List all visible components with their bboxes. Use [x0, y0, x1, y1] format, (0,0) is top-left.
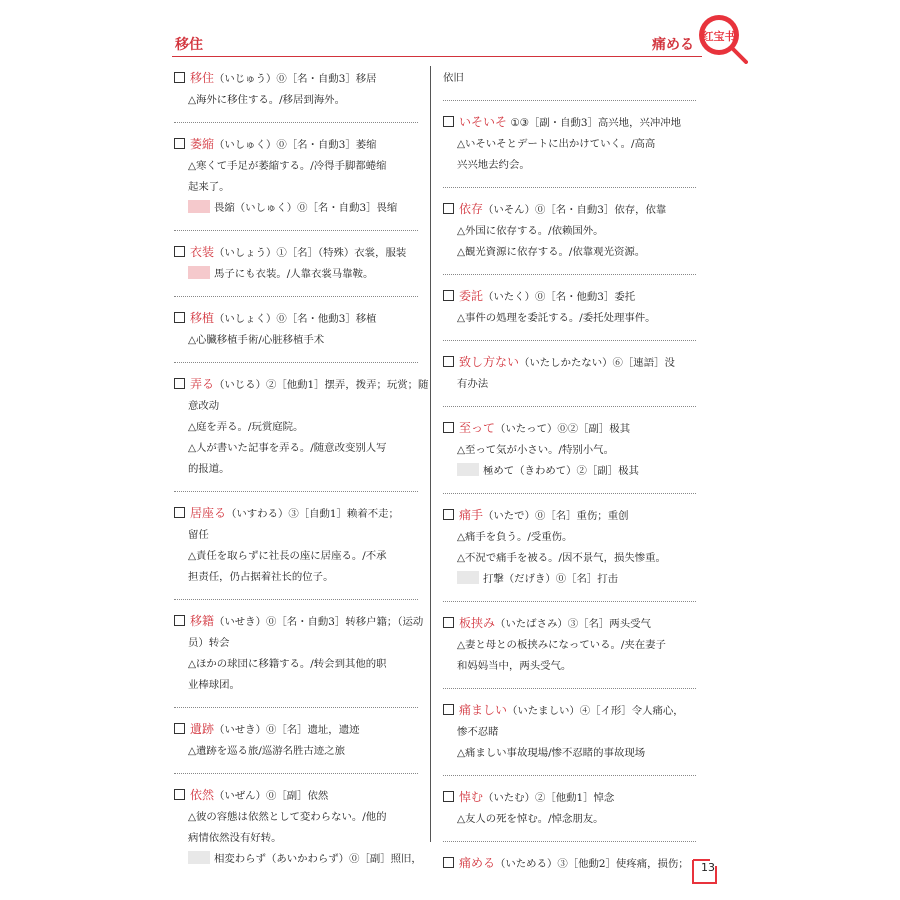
- vocab-entry: [443, 68, 696, 89]
- example-line: 極めて（きわめて）②［副］极其: [443, 461, 696, 482]
- dotted-divider: [443, 493, 696, 494]
- right-column: [443, 68, 696, 875]
- example-line: △外国に依存する。/依赖国外。: [457, 225, 604, 237]
- dotted-divider: [443, 775, 696, 776]
- example-line: 和妈妈当中，两头受气。: [457, 660, 572, 672]
- entry-headline: [443, 418, 696, 440]
- headword-detail: （いそん）⓪［名・自動3］依存，依靠: [483, 204, 667, 216]
- checkbox-icon[interactable]: [443, 509, 454, 520]
- headword-detail: （いぜん）⓪［副］依然: [214, 790, 329, 802]
- checkbox-icon[interactable]: [443, 791, 454, 802]
- headword: 痛手: [459, 508, 484, 522]
- example-line: 相変わらず（あいかわらず）⓪［副］照旧，: [174, 849, 418, 870]
- dotted-divider: [443, 100, 696, 101]
- header-rule: [172, 56, 702, 57]
- vocab-entry: [443, 787, 696, 830]
- checkbox-icon[interactable]: [174, 723, 185, 734]
- related-word-tag-icon: [457, 571, 479, 584]
- red-book-logo-icon: [694, 10, 748, 64]
- entry-headline: [174, 525, 418, 546]
- related-word-tag-icon: [188, 851, 210, 864]
- dotted-divider: [174, 491, 418, 492]
- entry-headline: [443, 199, 696, 221]
- dotted-divider: [174, 599, 418, 600]
- dotted-divider: [174, 122, 418, 123]
- checkbox-icon[interactable]: [443, 356, 454, 367]
- vocab-entry: [443, 700, 696, 764]
- checkbox-icon[interactable]: [174, 138, 185, 149]
- headword: 致し方ない: [459, 355, 520, 369]
- entry-headline: [443, 853, 696, 875]
- checkbox-icon[interactable]: [174, 615, 185, 626]
- headword: 委託: [459, 289, 484, 303]
- headword-detail: ①③［副・自動3］高兴地，兴冲冲地: [507, 117, 682, 129]
- example-line: △彼の容態は依然として変わらない。/他的: [188, 811, 387, 823]
- entry-headline: [443, 722, 696, 743]
- entry-headline: [174, 68, 418, 90]
- headword-detail: （いたましい）④［イ形］令人痛心，: [507, 705, 684, 717]
- dotted-divider: [174, 707, 418, 708]
- vocab-entry: [174, 242, 418, 285]
- dotted-divider: [174, 230, 418, 231]
- example-line: △心臓移植手術/心脏移植手术: [188, 334, 325, 346]
- entry-headline: [174, 374, 429, 396]
- headword: 移植: [190, 311, 215, 325]
- headword-detail: （いたばさみ）③［名］两头受气: [495, 618, 651, 630]
- example-line: 病情依然没有好转。: [188, 832, 282, 844]
- header-right-title: 痛める: [652, 37, 694, 53]
- headword: 弄る: [190, 377, 215, 391]
- example-line: 业棒球团。: [188, 679, 240, 691]
- entry-headline: [443, 286, 696, 308]
- checkbox-icon[interactable]: [174, 246, 185, 257]
- example-line: 的报道。: [188, 463, 230, 475]
- entry-headline: [174, 134, 418, 156]
- headword: 板挟み: [459, 616, 496, 630]
- example-line: △ほかの球団に移籍する。/转会到其他的职: [188, 658, 387, 670]
- entry-headline: [174, 719, 418, 741]
- dotted-divider: [443, 274, 696, 275]
- entry-headline: [174, 503, 418, 525]
- headword-detail: （いたって）⓪②［副］极其: [495, 423, 631, 435]
- column-divider: [430, 66, 431, 842]
- example-line: △庭を弄る。/玩赏庭院。: [188, 421, 304, 433]
- checkbox-icon[interactable]: [443, 704, 454, 715]
- example-line: △友人の死を悼む。/悼念朋友。: [457, 813, 604, 825]
- entry-headline: [443, 68, 696, 89]
- headword: 至って: [459, 421, 496, 435]
- example-line: △人が書いた記事を弄る。/随意改变别人写: [188, 442, 387, 454]
- example-line: △不況で痛手を被る。/因不景气，损失惨重。: [457, 552, 666, 564]
- proverb-tag-icon: [188, 266, 210, 279]
- dotted-divider: [443, 688, 696, 689]
- logo-text: 红宝书: [702, 30, 736, 43]
- entry-headline: [174, 611, 424, 633]
- entry-headline: [443, 700, 696, 722]
- headword: 移籍: [190, 614, 215, 628]
- vocab-entry: [443, 286, 696, 329]
- related-word-tag-icon: [188, 200, 210, 213]
- headword: 依存: [459, 202, 484, 216]
- vocab-entry: [443, 853, 696, 875]
- example-line: △妻と母との板挟みになっている。/夹在妻子: [457, 639, 666, 651]
- headword-detail: （いたしかたない）⑥［連語］没: [519, 357, 675, 369]
- dotted-divider: [174, 362, 418, 363]
- vocab-entry: [174, 308, 418, 351]
- example-line: 馬子にも衣装。/人靠衣裳马靠鞍。: [174, 264, 418, 285]
- example-line: 兴兴地去约会。: [457, 159, 530, 171]
- vocab-entry: [174, 68, 418, 111]
- example-line: △至って気が小さい。/特别小气。: [457, 444, 614, 456]
- entry-headline: [443, 374, 696, 395]
- headword: 衣装: [190, 245, 215, 259]
- headword-continuation: 惨不忍睹: [457, 726, 499, 738]
- entry-headline: [443, 505, 696, 527]
- example-line: 打撃（だげき）⓪［名］打击: [443, 569, 696, 590]
- checkbox-icon[interactable]: [174, 312, 185, 323]
- headword-detail: （いせき）⓪［名］遗址，遗迹: [214, 724, 360, 736]
- example-line: △事件の処理を委託する。/委托处理事件。: [457, 312, 656, 324]
- vocab-entry: [443, 352, 696, 395]
- checkbox-icon[interactable]: [443, 116, 454, 127]
- headword-detail: （いすわる）③［自動1］赖着不走；: [226, 508, 399, 520]
- dotted-divider: [443, 340, 696, 341]
- example-line: 担责任，仍占据着社长的位子。: [188, 571, 334, 583]
- headword-detail: （いしょく）⓪［名・他動3］移植: [214, 313, 377, 325]
- entry-headline: [174, 785, 418, 807]
- example-line: △痛手を負う。/受重伤。: [457, 531, 573, 543]
- dotted-divider: [174, 773, 418, 774]
- headword: 痛める: [459, 856, 496, 870]
- left-column: [174, 68, 429, 870]
- entry-headline: [174, 242, 418, 264]
- vocab-entry: [174, 719, 418, 762]
- vocab-entry: [174, 134, 418, 219]
- headword: いそいそ: [459, 115, 508, 129]
- checkbox-icon[interactable]: [443, 290, 454, 301]
- dotted-divider: [443, 841, 696, 842]
- checkbox-icon[interactable]: [443, 203, 454, 214]
- checkbox-icon[interactable]: [443, 617, 454, 628]
- example-line: 起来了。: [188, 181, 230, 193]
- vocab-entry: [443, 613, 696, 677]
- entry-headline: [443, 352, 696, 374]
- entry-headline: [174, 396, 418, 417]
- related-word-tag-icon: [457, 463, 479, 476]
- vocab-entry: [443, 505, 696, 590]
- example-line: △遺跡を巡る旅/巡游名胜古迹之旅: [188, 745, 345, 757]
- headword: 居座る: [190, 506, 227, 520]
- headword-detail: （いじゅう）⓪［名・自動3］移居: [214, 73, 377, 85]
- checkbox-icon[interactable]: [174, 378, 185, 389]
- headword-detail: （いせき）⓪［名・自動3］转移户籍；（运动: [214, 616, 424, 628]
- vocab-entry: [443, 199, 696, 263]
- headword-continuation: 留任: [188, 529, 209, 541]
- headword: 痛ましい: [459, 703, 508, 717]
- headword-detail: （いためる）③［他動2］使疼痛，损伤；: [495, 858, 689, 870]
- headword: 依然: [190, 788, 215, 802]
- headword-detail: （いしゅく）⓪［名・自動3］萎缩: [214, 139, 377, 151]
- headword: 移住: [190, 71, 215, 85]
- checkbox-icon[interactable]: [174, 789, 185, 800]
- checkbox-icon[interactable]: [443, 857, 454, 868]
- headword-continuation: 有办法: [457, 378, 489, 390]
- dotted-divider: [443, 406, 696, 407]
- headword: 遺跡: [190, 722, 215, 736]
- example-line: △寒くて手足が萎縮する。/冷得手脚都蜷缩: [188, 160, 387, 172]
- example-line: △責任を取らずに社長の座に居座る。/不承: [188, 550, 387, 562]
- vocab-entry: [174, 374, 429, 480]
- example-line: △観光資源に依存する。/依靠观光资源。: [457, 246, 646, 258]
- headword-continuation: 意改动: [188, 400, 220, 412]
- headword-continuation: 员）转会: [188, 637, 230, 649]
- dotted-divider: [174, 296, 418, 297]
- vocab-entry: [174, 503, 418, 588]
- headword-detail: （いしょう）①［名］（特殊）衣裳，服装: [214, 247, 407, 259]
- entry-headline: [174, 308, 418, 330]
- headword-detail: （いたで）⓪［名］重伤；重创: [483, 510, 629, 522]
- example-line: △痛ましい事故現場/惨不忍睹的事故现场: [457, 747, 646, 759]
- vocab-entry: [174, 785, 422, 870]
- example-line: △海外に移住する。/移居到海外。: [188, 94, 345, 106]
- example-line: 畏縮（いしゅく）⓪［名・自動3］畏缩: [174, 198, 418, 219]
- entry-headline: [443, 613, 696, 635]
- checkbox-icon[interactable]: [174, 72, 185, 83]
- entry-headline: [174, 633, 418, 654]
- page-number: 13: [701, 861, 715, 874]
- entry-headline: [443, 787, 696, 809]
- entry-headline: [443, 112, 696, 134]
- vocab-entry: [174, 611, 424, 696]
- headword-detail: （いたく）⓪［名・他動3］委托: [483, 291, 636, 303]
- vocab-entry: [443, 112, 696, 176]
- header-left-title: 移住: [175, 37, 203, 53]
- checkbox-icon[interactable]: [443, 422, 454, 433]
- headword-continuation: 依旧: [443, 72, 464, 84]
- dotted-divider: [443, 187, 696, 188]
- vocab-entry: [443, 418, 696, 482]
- checkbox-icon[interactable]: [174, 507, 185, 518]
- headword-detail: （いたむ）②［他動1］悼念: [483, 792, 615, 804]
- example-line: △いそいそとデートに出かけていく。/高高: [457, 138, 656, 150]
- headword-detail: （いじる）②［他動1］摆弄，拨弄；玩赏；随: [214, 379, 429, 391]
- dotted-divider: [443, 601, 696, 602]
- headword: 萎縮: [190, 137, 215, 151]
- headword: 悼む: [459, 790, 484, 804]
